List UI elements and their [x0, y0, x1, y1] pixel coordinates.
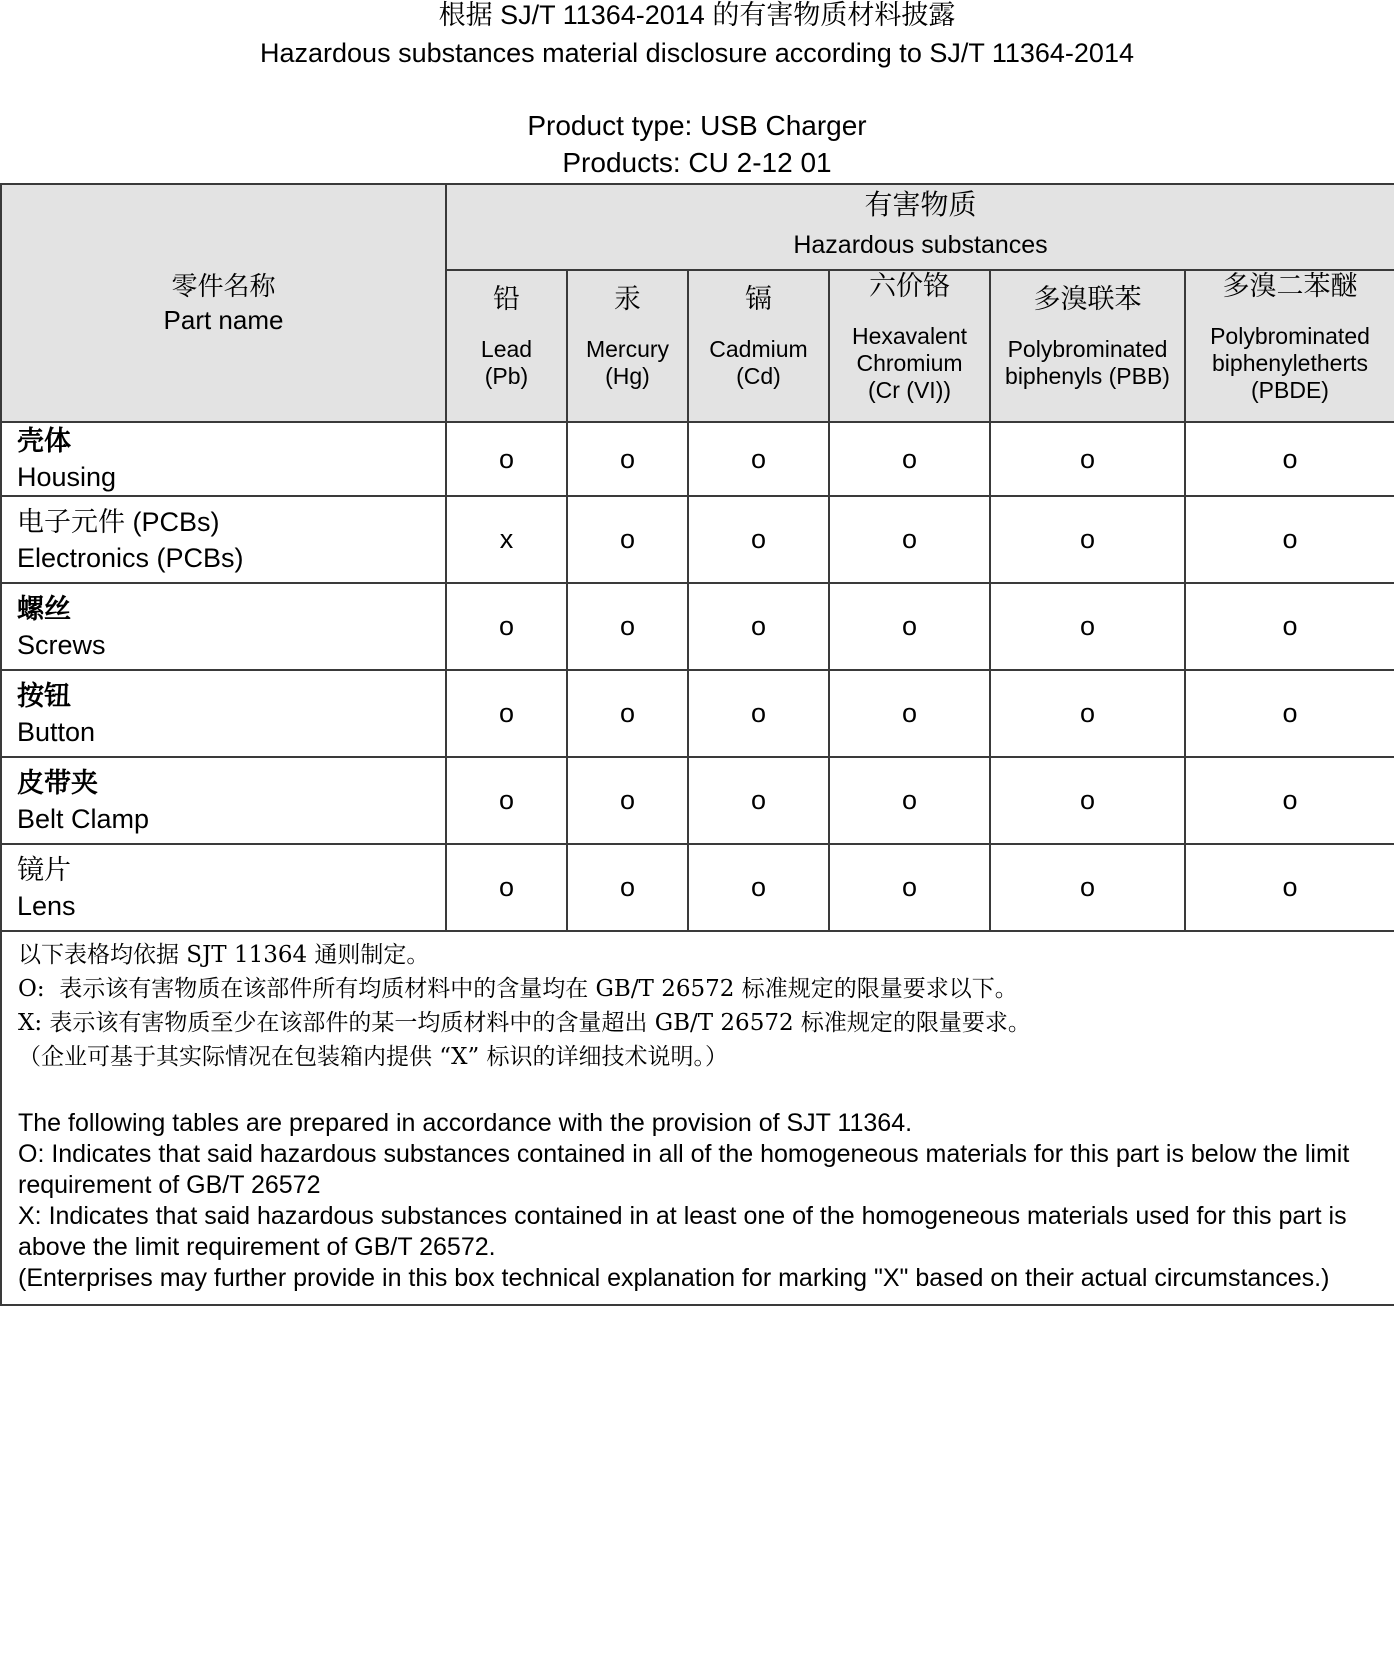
- substance-header: [829, 270, 990, 422]
- substance-mark: o: [688, 422, 829, 496]
- part-name-en: Housing: [17, 462, 117, 492]
- substance-mark: o: [990, 496, 1185, 583]
- part-name-cell: [1, 670, 446, 757]
- substance-mark: o: [1185, 496, 1394, 583]
- substance-mark: o: [567, 670, 688, 757]
- substance-mark: o: [446, 670, 567, 757]
- substance-name-en: Cadmium: [709, 336, 808, 362]
- substance-name-cn: 铅: [493, 284, 520, 314]
- table-row: [1, 844, 1394, 931]
- substance-mark: o: [829, 844, 990, 931]
- substance-mark: o: [829, 670, 990, 757]
- substance-name-en: (Cd): [736, 363, 781, 389]
- part-name-en: Belt Clamp: [17, 803, 150, 834]
- substance-header: [1185, 270, 1394, 422]
- substance-mark: o: [829, 757, 990, 844]
- substance-mark: o: [990, 583, 1185, 670]
- note-line-en: O: Indicates that said hazardous substances contained in all of the homogeneous materials for this part is below the limit requirement of GB/T 26572: [18, 1140, 1350, 1199]
- substance-name-en: biphenyls (PBB): [1005, 363, 1170, 389]
- part-name-cn: 螺丝: [17, 593, 71, 624]
- substance-name-en: Mercury: [585, 336, 670, 362]
- part-name-cn: 按钮: [17, 680, 71, 711]
- note-line-en: (Enterprises may further provide in this box technical explanation for marking "X" based on their actual circumstances.): [18, 1264, 1330, 1292]
- substance-name-cn: 六价铬: [869, 270, 950, 301]
- substance-name-en: Polybrominated: [1210, 322, 1370, 349]
- substance-mark: o: [446, 757, 567, 844]
- substance-name-en: Lead: [480, 336, 533, 362]
- substance-mark: o: [688, 583, 829, 670]
- substance-name-cn: 多溴联苯: [1033, 284, 1142, 314]
- substance-mark: o: [990, 422, 1185, 496]
- note-line-cn: （企业可基于其实际情况在包装箱内提供 “X” 标识的详细技术说明。）: [18, 1044, 729, 1070]
- document-title-en: Hazardous substances material disclosure according to SJ/T 11364-2014: [260, 38, 1134, 68]
- document-title-cn: 根据 SJ/T 11364-2014 的有害物质材料披露: [438, 0, 956, 30]
- substance-mark: o: [688, 496, 829, 583]
- substance-name-en: Chromium: [856, 349, 963, 376]
- substance-mark: x: [446, 496, 567, 583]
- part-name-cell: [1, 583, 446, 670]
- part-name-cell: [1, 844, 446, 931]
- part-name-en: Button: [17, 716, 96, 747]
- substance-mark: o: [990, 844, 1185, 931]
- note-line-cn: 以下表格均依据 SJT 11364 通则制定。: [18, 942, 430, 968]
- substance-mark: o: [567, 583, 688, 670]
- substance-header: [688, 270, 829, 422]
- part-name-cell: [1, 757, 446, 844]
- substance-header: [567, 270, 688, 422]
- substance-name-cn: 汞: [614, 284, 641, 314]
- substance-mark: o: [829, 496, 990, 583]
- hazardous-substances-header-en: Hazardous substances: [793, 231, 1048, 259]
- substance-name-cn: 镉: [745, 284, 772, 314]
- part-name-en: Screws: [17, 629, 106, 660]
- substance-mark: o: [567, 757, 688, 844]
- part-name-cn: 镜片: [17, 854, 71, 885]
- substance-mark: o: [990, 757, 1185, 844]
- substance-mark: o: [446, 844, 567, 931]
- substance-mark: o: [688, 670, 829, 757]
- substance-name-en: Hexavalent: [851, 322, 968, 349]
- substance-mark: o: [688, 757, 829, 844]
- substance-mark: o: [1185, 757, 1394, 844]
- part-name-header: [1, 184, 446, 422]
- part-name-cn: 电子元件 (PCBs): [17, 506, 220, 537]
- note-line-cn: X: 表示该有害物质至少在该部件的某一均质材料中的含量超出 GB/T 26572 标准规定的限量要求。: [18, 1010, 1031, 1036]
- substance-mark: o: [990, 670, 1185, 757]
- products: Products: CU 2-12 01: [562, 147, 832, 178]
- note-line-en: The following tables are prepared in accordance with the provision of SJT 11364.: [18, 1109, 913, 1137]
- table-row: [1, 422, 1394, 496]
- substance-mark: o: [446, 422, 567, 496]
- note-line-en: X: Indicates that said hazardous substances contained in at least one of the homogeneous materials used for this part is above the limit requirement of GB/T 26572.: [18, 1202, 1347, 1261]
- product-type: Product type: USB Charger: [527, 110, 867, 141]
- table-row: [1, 583, 1394, 670]
- table-row: [1, 757, 1394, 844]
- substance-mark: o: [1185, 422, 1394, 496]
- part-name-header-en: Part name: [163, 305, 284, 335]
- notes-spacer: [18, 1074, 1384, 1108]
- substance-mark: o: [1185, 844, 1394, 931]
- note-line-cn: O: 表示该有害物质在该部件所有均质材料中的含量均在 GB/T 26572 标准规定的限量要求以下。: [18, 976, 1018, 1002]
- substance-name-en: (Cr (VI)): [867, 376, 952, 403]
- table-row: [1, 496, 1394, 583]
- substance-header: [446, 270, 567, 422]
- substance-name-en: Polybrominated: [1007, 336, 1168, 362]
- substance-name-en: (Hg): [605, 363, 650, 389]
- part-name-header-cn: 零件名称: [171, 271, 276, 301]
- substance-mark: o: [567, 496, 688, 583]
- substance-name-cn: 多溴二苯醚: [1222, 270, 1358, 301]
- part-name-cell: [1, 496, 446, 583]
- part-name-cn: 壳体: [17, 426, 71, 456]
- part-name-en: Electronics (PCBs): [17, 542, 244, 573]
- substance-mark: o: [446, 583, 567, 670]
- hazardous-substances-header-cn: 有害物质: [864, 189, 977, 220]
- part-name-cn: 皮带夹: [17, 767, 98, 798]
- hazardous-substances-table: [0, 183, 1394, 1306]
- table-row: [1, 670, 1394, 757]
- substance-mark: o: [1185, 583, 1394, 670]
- substance-mark: o: [1185, 670, 1394, 757]
- substance-mark: o: [688, 844, 829, 931]
- substance-mark: o: [567, 422, 688, 496]
- notes-cell: [1, 931, 1394, 1305]
- substance-name-en: (PBDE): [1251, 376, 1329, 403]
- substance-name-en: biphenyletherts: [1212, 349, 1368, 376]
- hazardous-substances-header: [446, 184, 1394, 270]
- substance-mark: o: [829, 422, 990, 496]
- part-name-cell: [1, 422, 446, 496]
- substance-header: [990, 270, 1185, 422]
- substance-mark: o: [829, 583, 990, 670]
- substance-mark: o: [567, 844, 688, 931]
- part-name-en: Lens: [17, 890, 76, 921]
- substance-name-en: (Pb): [484, 363, 529, 389]
